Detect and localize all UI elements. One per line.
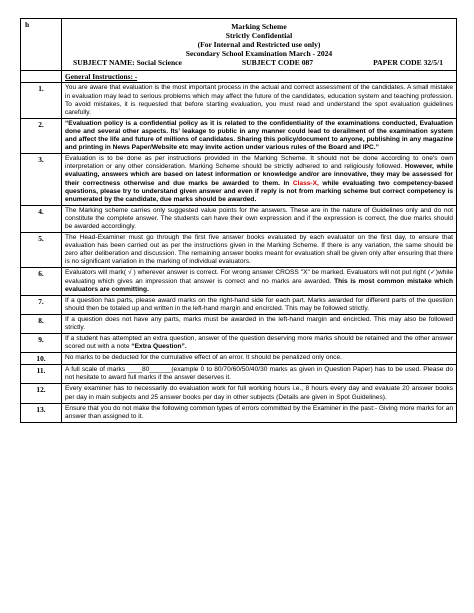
instruction-row bbox=[21, 384, 457, 403]
item-number: 11. bbox=[21, 365, 62, 384]
item-text: “Evaluation policy is a confidential policy as it is related to the confidentiality of the examinations conducted, Evaluation done and several other aspects. Its’ leakage to public in any manner could lead to derailment of the examination system and affect the life and future of millions of candidates. Sharing this policy/document to anyone, publishing in any magazine and printing in News Paper/Website etc may invite action under various rules of the Board and IPC.” bbox=[62, 118, 457, 153]
subject-code: SUBJECT CODE 087 bbox=[241, 58, 314, 68]
item-text-bold: This is most common mistake which evaluators are committing. bbox=[65, 277, 454, 293]
instruction-row bbox=[21, 233, 457, 268]
item-text-bold: However, while evaluating, answers which are based on latest information or knowledge and/or are innovative, they may be assessed for their correctness otherwise and due marks be awarded to them. In bbox=[65, 163, 453, 187]
item-number: 3. bbox=[21, 154, 62, 206]
instruction-row bbox=[21, 334, 457, 353]
item-text: The Head-Examiner must go through the first five answer books evaluated by each evaluator on the first day, to ensure that evaluation has been carried out as per the instructions given in the Marking Scheme. If there is any variation, the same should be zero after deliberation and discussion. The remaining answer books meant for evaluation shall be given only after ensuring that there is no significant variation in the marking of individual evaluators. bbox=[62, 233, 457, 268]
instruction-row bbox=[21, 295, 457, 314]
item-text bbox=[62, 334, 457, 353]
item-number: 10. bbox=[21, 353, 62, 365]
instruction-row bbox=[21, 205, 457, 232]
header-row bbox=[21, 19, 457, 71]
item-number: 2. bbox=[21, 118, 62, 153]
item-text bbox=[62, 154, 457, 206]
corner-cell: h bbox=[21, 19, 62, 71]
item-text bbox=[62, 268, 457, 295]
general-instructions-heading: General Instructions: - bbox=[62, 71, 457, 83]
item-text: A full scale of marks ____80______(example 0 to 80/70/60/50/40/30 marks as given in Question Paper) has to be used. Please do not hesitate to award full marks if the answer deserves it. bbox=[62, 365, 457, 384]
class-x-highlight: Class-X, bbox=[292, 179, 319, 187]
item-number: 12. bbox=[21, 384, 62, 403]
item-number: 7. bbox=[21, 295, 62, 314]
instruction-row bbox=[21, 314, 457, 333]
exam-name: Secondary School Examination March - 2024 bbox=[185, 49, 333, 59]
instruction-row bbox=[21, 83, 457, 118]
marking-scheme-page bbox=[20, 18, 457, 423]
instruction-row bbox=[21, 403, 457, 422]
instruction-row bbox=[21, 268, 457, 295]
item-number: 8. bbox=[21, 314, 62, 333]
general-heading-row bbox=[21, 71, 457, 83]
empty-num-cell bbox=[21, 71, 62, 83]
instruction-row bbox=[21, 353, 457, 365]
item-text: You are aware that evaluation is the most important process in the actual and correct assessment of the candidates. A small mistake in evaluation may lead to serious problems which may affect the future of the candidates, education system and teaching profession. To avoid mistakes, it is requested that before starting evaluation, you must read and understand the spot evaluation guidelines carefully. bbox=[62, 83, 457, 118]
confidential-label: Strictly Confidential bbox=[225, 31, 293, 41]
instructions-table bbox=[20, 18, 457, 423]
subject-line bbox=[65, 58, 453, 67]
item-number: 1. bbox=[21, 83, 62, 118]
item-text: No marks to be deducted for the cumulative effect of an error. It should be penalized only once. bbox=[62, 353, 457, 365]
item-text: Ensure that you do not make the following common types of errors committed by the Examiner in the past:- Giving more marks for an answer than assigned to it. bbox=[62, 403, 457, 422]
header-cell bbox=[62, 19, 457, 71]
item-text: If a question does not have any parts, marks must be awarded in the left-hand margin and encircled. This may also be followed strictly. bbox=[62, 314, 457, 333]
instruction-row bbox=[21, 154, 457, 206]
item-number: 9. bbox=[21, 334, 62, 353]
item-text-part: If a student has attempted an extra question, answer of the question deserving more marks should be retained and the other answer scored out with a note bbox=[65, 335, 453, 351]
item-number: 4. bbox=[21, 205, 62, 232]
item-text-bold: while evaluating two competency-based questions, please try to understand given answer and even if reply is not from marking scheme but correct competency is enumerated by the candidate, due marks should be awarded. bbox=[65, 179, 454, 203]
item-text: Every examiner has to necessarily do evaluation work for full working hours i.e., 8 hours every day and evaluate 20 answer books per day in main subjects and 25 answer books per day in other subjects (Details are given in Spot Guidelines). bbox=[62, 384, 457, 403]
usage-label: (For Internal and Restricted use only) bbox=[197, 40, 321, 50]
paper-code: PAPER CODE 32/5/1 bbox=[373, 58, 443, 68]
subject-name: SUBJECT NAME: Social Science bbox=[73, 58, 182, 68]
item-number: 6. bbox=[21, 268, 62, 295]
header-block bbox=[65, 20, 453, 69]
item-text-part: Evaluation is to be done as per instructions provided in the Marking Scheme. It should not be done according to one’s own interpretation or any other consideration. Marking Scheme should be strictly adhered to and religiously followed. bbox=[65, 155, 453, 171]
item-text-bold: “Extra Question”. bbox=[131, 343, 187, 351]
instruction-row bbox=[21, 118, 457, 153]
item-text: The Marking scheme carries only suggested value points for the answers. These are in the nature of Guidelines only and do not constitute the complete answer. The students can have their own expression and if the expression is correct, the due marks should be awarded accordingly. bbox=[62, 205, 457, 232]
item-text: If a question has parts, please award marks on the right-hand side for each part. Marks awarded for different parts of the question should then be totaled up and written in the left-hand margin and encircled. This may be followed strictly. bbox=[62, 295, 457, 314]
doc-title: Marking Scheme bbox=[231, 22, 287, 31]
item-number: 5. bbox=[21, 233, 62, 268]
item-number: 13. bbox=[21, 403, 62, 422]
instruction-row bbox=[21, 365, 457, 384]
item-text-part: Evaluators will mark( √ ) wherever answer is correct. For wrong answer CROSS "X" be marked. Evaluators will not put right (✓)while evaluating which gives an impression that answer is correct and no marks are awarded. bbox=[65, 269, 453, 285]
